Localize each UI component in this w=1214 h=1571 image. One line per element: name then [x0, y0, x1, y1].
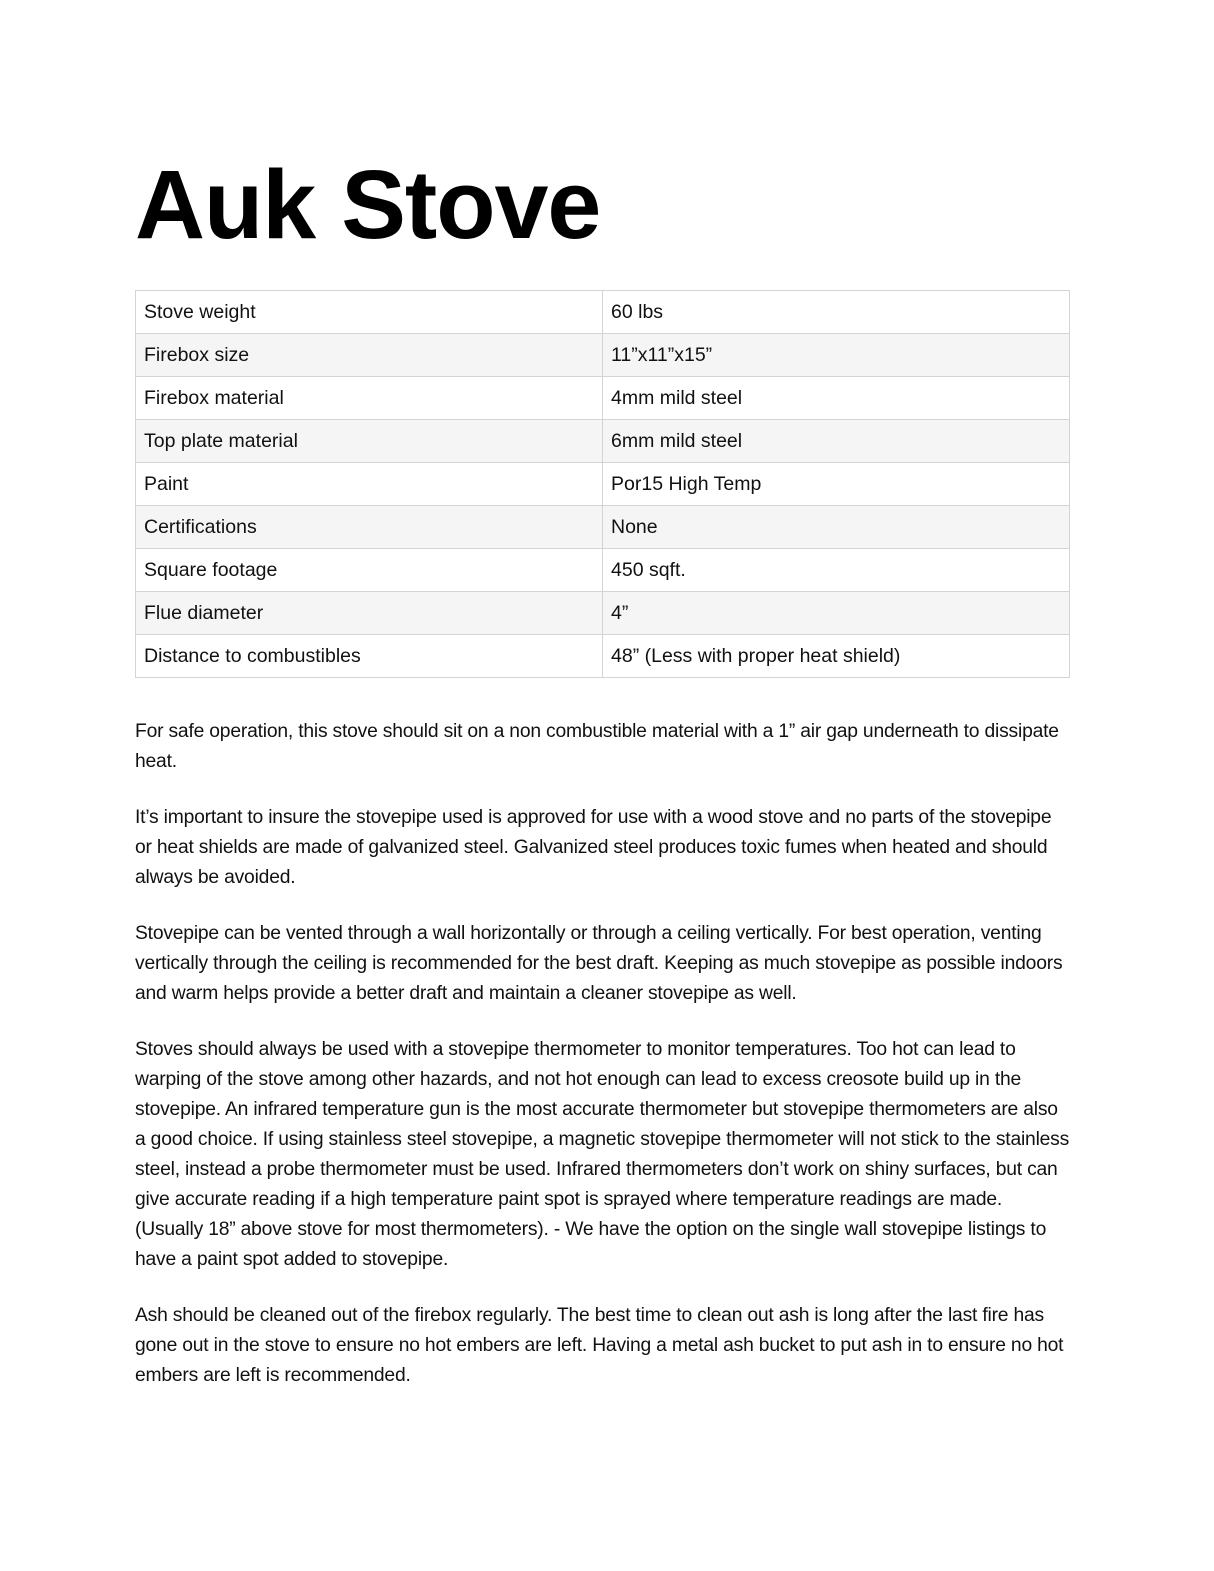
- table-row: [136, 592, 1070, 635]
- spec-value: 60 lbs: [603, 291, 1070, 334]
- spec-label: Stove weight: [136, 291, 603, 334]
- spec-table: [135, 290, 1070, 678]
- spec-value: None: [603, 506, 1070, 549]
- table-row: [136, 420, 1070, 463]
- spec-value: 450 sqft.: [603, 549, 1070, 592]
- table-row: [136, 506, 1070, 549]
- spec-value: 4”: [603, 592, 1070, 635]
- spec-label: Distance to combustibles: [136, 635, 603, 678]
- spec-value: 4mm mild steel: [603, 377, 1070, 420]
- spec-value: 11”x11”x15”: [603, 334, 1070, 377]
- paragraph-ash-cleaning: Ash should be cleaned out of the firebox regularly. The best time to clean out ash is long after the last fire has gone out in the stove to ensure no hot embers are left. Having a metal ash bucket to put ash in to ensure no hot embers are left is recommended.: [135, 1305, 1064, 1386]
- paragraph-stovepipe-material: It’s important to insure the stovepipe used is approved for use with a wood stove and no parts of the stovepipe or heat shields are made of galvanized steel. Galvanized steel produces toxic fumes when heated and should always be avoided.: [135, 807, 1052, 888]
- table-row: [136, 334, 1070, 377]
- spec-value: Por15 High Temp: [603, 463, 1070, 506]
- table-row: [136, 291, 1070, 334]
- paragraph-placement: For safe operation, this stove should sit on a non combustible material with a 1” air gap underneath to dissipate heat.: [135, 721, 1059, 772]
- paragraph-thermometer: Stoves should always be used with a stovepipe thermometer to monitor temperatures. Too hot can lead to warping of the stove among other hazards, and not hot enough can lead to excess creosote build up in the stovepipe. An infrared temperature gun is the most accurate thermometer but stovepipe thermometers are also a good choice. If using stainless steel stovepipe, a magnetic stovepipe thermometer will not stick to the stainless steel, instead a probe thermometer must be used. Infrared thermometers don’t work on shiny surfaces, but can give accurate reading if a high temperature paint spot is sprayed where temperature readings are made. (Usually 18” above stove for most thermometers). - We have the option on the single wall stovepipe listings to have a paint spot added to stovepipe.: [135, 1039, 1070, 1270]
- table-row: [136, 463, 1070, 506]
- spec-label: Certifications: [136, 506, 603, 549]
- spec-label: Paint: [136, 463, 603, 506]
- spec-label: Flue diameter: [136, 592, 603, 635]
- spec-label: Firebox size: [136, 334, 603, 377]
- paragraph-venting: Stovepipe can be vented through a wall horizontally or through a ceiling vertically. For best operation, venting vertically through the ceiling is recommended for the best draft. Keeping as much stovepipe as possible indoors and warm helps provide a better draft and maintain a cleaner stovepipe as well.: [135, 923, 1063, 1004]
- page-title: Auk Stove: [135, 150, 601, 259]
- spec-label: Square footage: [136, 549, 603, 592]
- spec-label: Top plate material: [136, 420, 603, 463]
- table-row: [136, 377, 1070, 420]
- spec-value: 6mm mild steel: [603, 420, 1070, 463]
- spec-value: 48” (Less with proper heat shield): [603, 635, 1070, 678]
- spec-label: Firebox material: [136, 377, 603, 420]
- table-row: [136, 635, 1070, 678]
- body-text: [135, 717, 1070, 1417]
- table-row: [136, 549, 1070, 592]
